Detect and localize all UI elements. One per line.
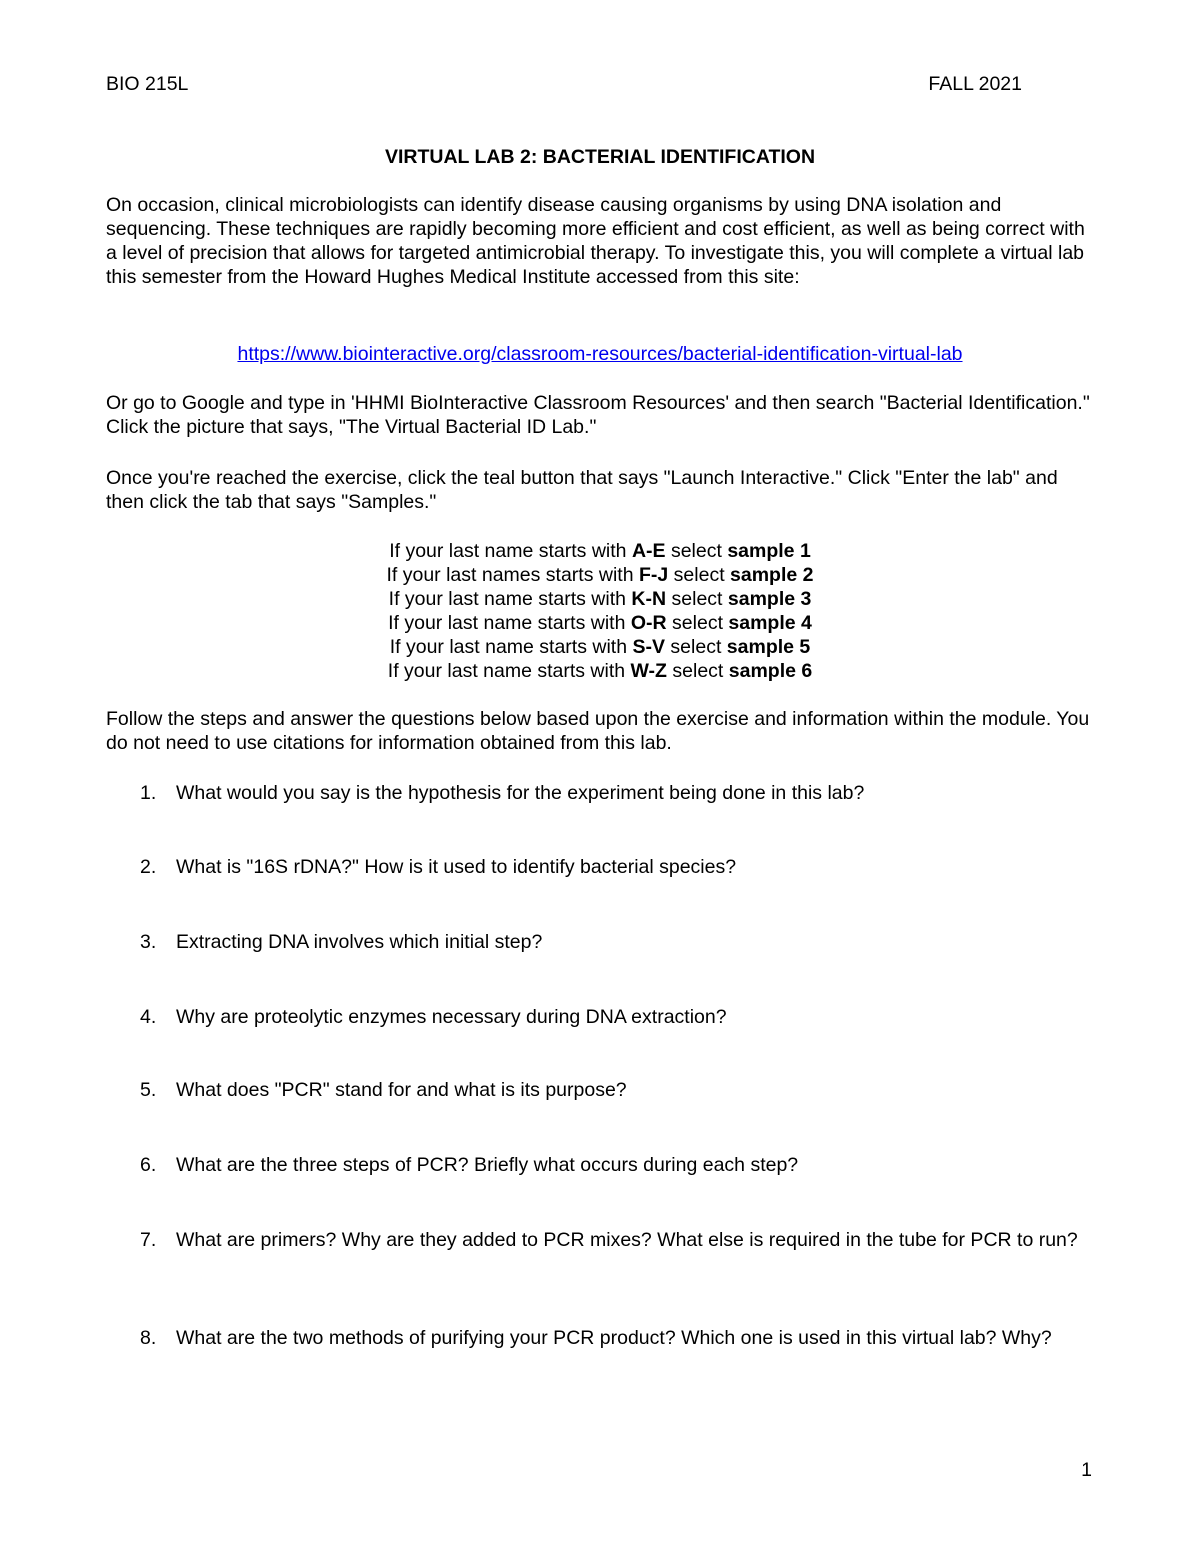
- question-number: 3.: [140, 931, 157, 953]
- question-text: What does "PCR" stand for and what is its purpose?: [176, 1079, 627, 1101]
- sample-line: If your last name starts with A-E select sample 1: [389, 540, 811, 562]
- launch-instructions: Once you're reached the exercise, click the teal button that says "Launch Interactive." Click "Enter the lab" and then click the tab that says "Samples.": [106, 467, 1058, 513]
- question-number: 6.: [140, 1154, 157, 1176]
- follow-instructions: Follow the steps and answer the questions below based upon the exercise and information within the module. You do not need to use citations for information obtained from this lab.: [106, 708, 1090, 754]
- question-number: 5.: [140, 1079, 157, 1101]
- link-line: [0, 342, 1200, 366]
- page-title: VIRTUAL LAB 2: BACTERIAL IDENTIFICATION: [384, 146, 816, 168]
- page-number: 1: [1081, 1459, 1092, 1481]
- sample-line: If your last names starts with F-J select sample 2: [386, 564, 814, 586]
- google-instructions: Or go to Google and type in 'HHMI BioInteractive Classroom Resources' and then search "Bacterial Identification." Click the picture that says, "The Virtual Bacterial ID Lab.": [106, 392, 1090, 438]
- question-text: What would you say is the hypothesis for the experiment being done in this lab?: [176, 782, 865, 804]
- question-number: 7.: [140, 1229, 157, 1251]
- question-number: 2.: [140, 856, 157, 878]
- question-number: 8.: [140, 1327, 157, 1349]
- question-text: Extracting DNA involves which initial step?: [176, 931, 543, 953]
- question-text: What are primers? Why are they added to PCR mixes? What else is required in the tube for PCR to run?: [176, 1229, 1078, 1251]
- question-number: 1.: [140, 782, 157, 804]
- term-label: FALL 2021: [928, 73, 1022, 95]
- question-text: What is "16S rDNA?" How is it used to identify bacterial species?: [176, 856, 737, 878]
- sample-line: If your last name starts with S-V select sample 5: [389, 636, 811, 658]
- sample-line: If your last name starts with K-N select sample 3: [388, 588, 812, 610]
- question-text: Why are proteolytic enzymes necessary during DNA extraction?: [176, 1006, 727, 1028]
- intro-paragraph: On occasion, clinical microbiologists can identify disease causing organisms by using DNA isolation and sequencing. These techniques are rapidly becoming more efficient and cost efficient, as well as being correct with a level of precision that allows for targeted antimicrobial therapy. To investigate this, you will complete a virtual lab this semester from the Howard Hughes Medical Institute accessed from this site:: [106, 194, 1085, 288]
- question-text: What are the two methods of purifying your PCR product? Which one is used in this virtual lab? Why?: [176, 1327, 1052, 1349]
- question-text: What are the three steps of PCR? Briefly what occurs during each step?: [176, 1154, 799, 1176]
- biointeractive-link[interactable]: https://www.biointeractive.org/classroom-resources/bacterial-identification-virtual-lab: [237, 343, 963, 365]
- question-number: 4.: [140, 1006, 157, 1028]
- course-code: BIO 215L: [106, 73, 189, 95]
- sample-line: If your last name starts with W-Z select sample 6: [387, 660, 813, 682]
- sample-assignment-list: [0, 539, 1200, 683]
- sample-line: If your last name starts with O-R select sample 4: [388, 612, 812, 634]
